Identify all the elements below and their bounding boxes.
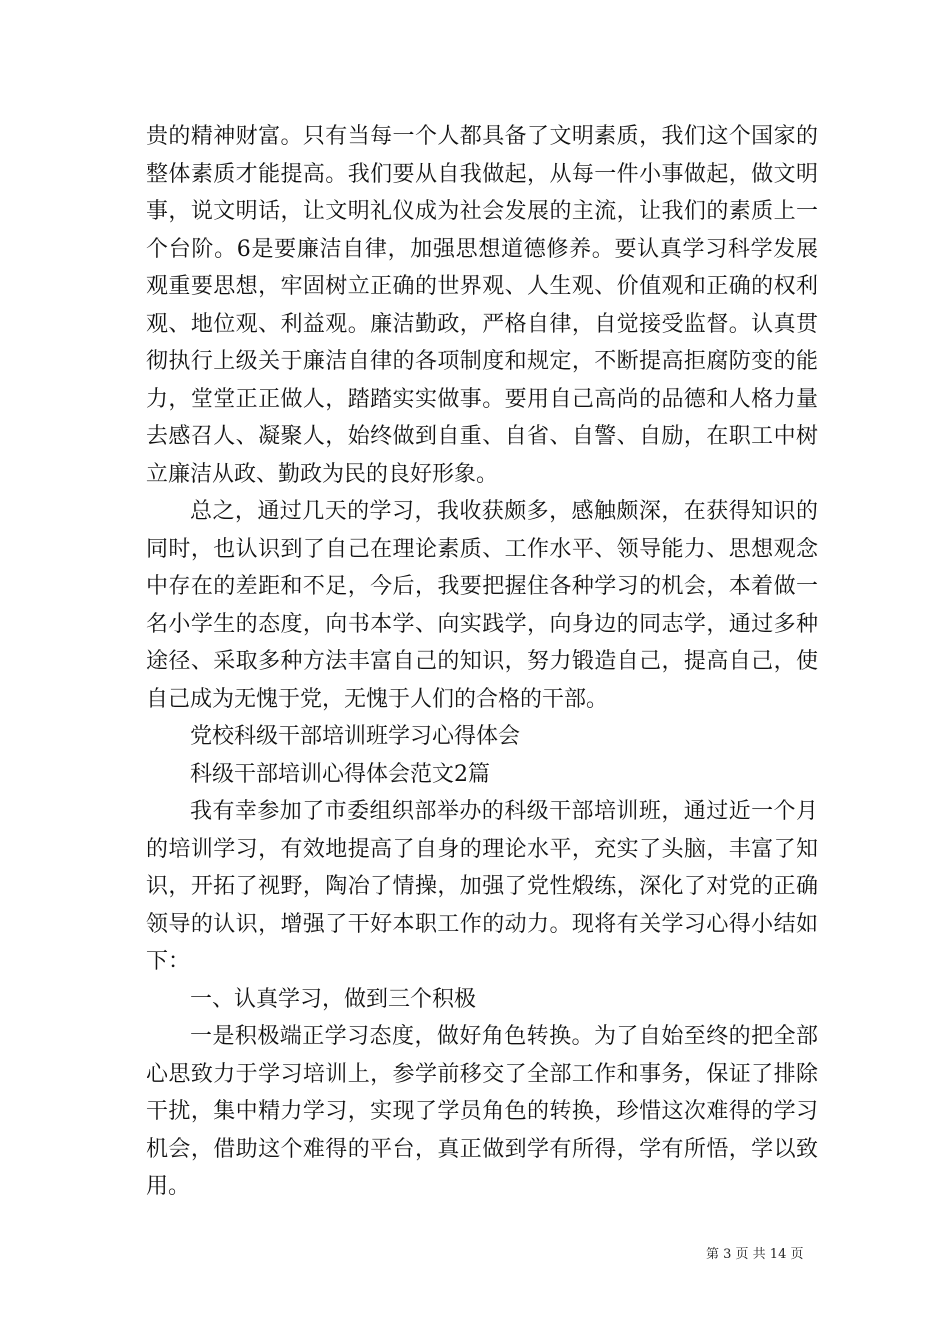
page-number-footer: 第 3 页 共 14 页 (706, 1247, 804, 1262)
paragraph-intro: 我有幸参加了市委组织部举办的科级干部培训班，通过近一个月的培训学习，有效地提高了自身的理论水平，充实了头脑，丰富了知识，开拓了视野，陶冶了情操，加强了党性煅练，深化了对党的正确领导的认识，增强了干好本职工作的动力。现将有关学习心得小结如下： (146, 799, 818, 974)
heading-subtitle: 科级干部培训心得体会范文2篇 (190, 761, 490, 787)
paragraph-1: 贵的精神财富。只有当每一个人都具备了文明素质，我们这个国家的整体素质才能提高。我们要从自我做起，从每一件小事做起，做文明事，说文明话，让文明礼仪成为社会发展的主流，让我们的素质上一个台阶。6是要廉洁自律，加强思想道德修养。要认真学习科学发展观重要思想，牢固树立正确的世界观、人生观、价值观和正确的权利观、地位观、利益观。廉洁勤政，严格自律，自觉接受监督。认真贯彻执行上级关于廉洁自律的各项制度和规定，不断提高拒腐防变的能力，堂堂正正做人，踏踏实实做事。要用自己高尚的品德和人格力量去感召人、凝聚人，始终做到自重、自省、自警、自励，在职工中树立廉洁从政、勤政为民的良好形象。 (146, 124, 818, 487)
document-body (146, 118, 818, 1206)
paragraph-2: 总之，通过几天的学习，我收获颇多，感触颇深，在获得知识的同时，也认识到了自己在理论素质、工作水平、领导能力、思想观念中存在的差距和不足，今后，我要把握住各种学习的机会，本着做一名小学生的态度，向书本学、向实践学，向身边的同志学，通过多种途径、采取多种方法丰富自己的知识，努力锻造自己，提高自己，使自己成为无愧于党，无愧于人们的合格的干部。 (146, 499, 818, 712)
paragraph-section-1: 一是积极端正学习态度，做好角色转换。为了自始至终的把全部心思致力于学习培训上，参学前移交了全部工作和事务，保证了排除干扰，集中精力学习，实现了学员角色的转换，珍惜这次难得的学习机会，借助这个难得的平台，真正做到学有所得，学有所悟，学以致用。 (146, 1024, 818, 1199)
heading-title: 党校科级干部培训班学习心得体会 (190, 724, 521, 749)
section-heading-1: 一、认真学习，做到三个积极 (190, 986, 477, 1012)
